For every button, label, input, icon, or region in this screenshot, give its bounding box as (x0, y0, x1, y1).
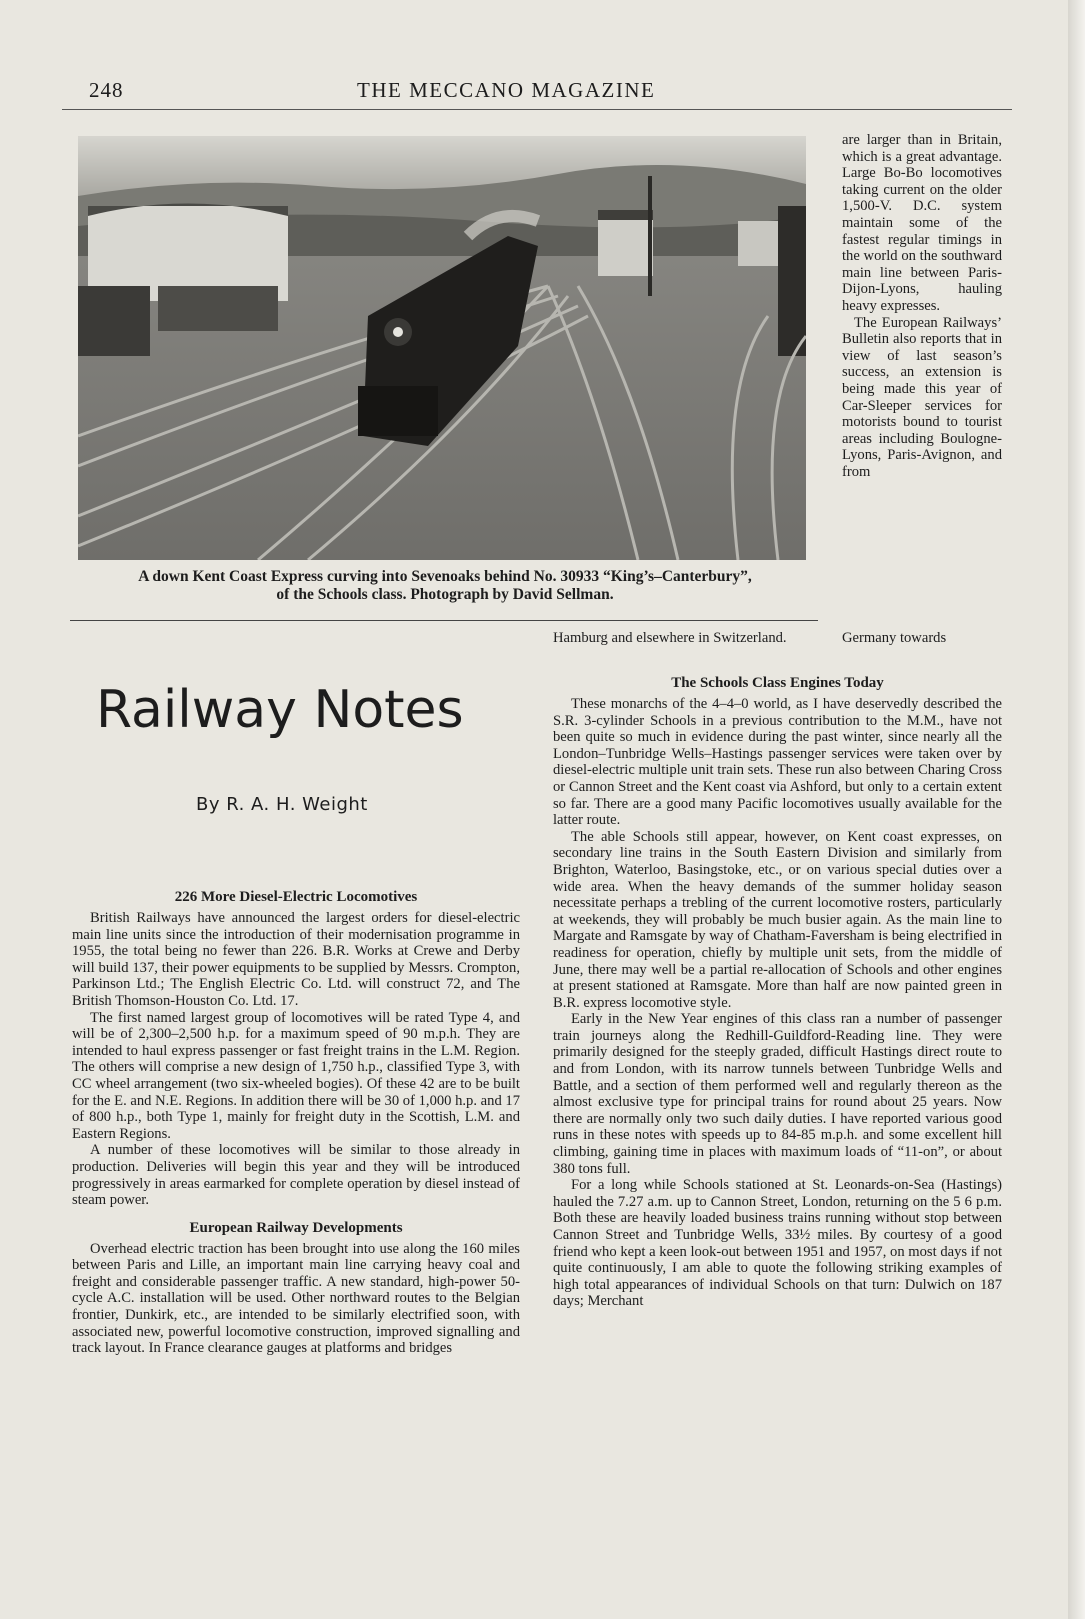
continued-text-column (842, 132, 1002, 480)
continued-text-germany (842, 630, 1002, 647)
left-column (72, 888, 520, 1357)
right-paragraph-1: These monarchs of the 4–4–0 world, as I have deservedly described the S.R. 3-cylinder Schools in a previous contribution to the M.M., have not been quite so much in evidence during the past winter, since nearly all the London–Tunbridge Wells–Hastings passenger services were taken over by diesel-electric multiple unit train sets. These run also between Charing Cross or Cannon Street and the Kent coast via Ashford, but only to a certain extent so far. There are a good many Pacific locomotives usually available for the latter route. (553, 696, 1002, 829)
right-paragraph-3: Early in the New Year engines of this class ran a number of passenger train journeys along the Redhill-Guildford-Reading line. They were primarily designed for the steeply graded, difficult Hastings direct route to and from London, with its narrow tunnels between Tunbridge Wells and Battle, and a section of them performed well and regularly thereon as the almost exclusive type for principal trains for round about 25 years. Now there are normally only two such daily duties. I have reported various good runs in these notes with speeds up to 84-85 m.p.h. and some excellent hill climbing, gaining time in places with maximum loads of “11-on”, or about 380 tons full. (553, 1011, 1002, 1177)
section-heading-diesel: 226 More Diesel-Electric Locomotives (174, 889, 418, 905)
hamburg-paragraph: Hamburg and elsewhere in Switzerland. (553, 630, 787, 646)
railway-photo (78, 136, 806, 560)
continued-text-hamburg (553, 630, 818, 647)
right-paragraph-4: For a long while Schools stationed at St. Leonards-on-Sea (Hastings) hauled the 7.27 a.m. up to Cannon Street, London, returning on the 5 6 p.m. Both these are heavily loaded business trains running without stop between Cannon Street and Tunbridge Wells, 33½ miles. By courtesy of a good friend who kept a keen look-out between 1951 and 1957, on most days if not quite continuously, I am able to quote the following striking examples of high total appearances of individual Schools on that turn: Dulwich on 187 days; Merchant (553, 1177, 1002, 1310)
caption-divider (70, 620, 818, 621)
article-title: Railway Notes (96, 680, 464, 740)
photo-caption (70, 568, 820, 604)
article-byline: By R. A. H. Weight (196, 794, 368, 815)
caption-line-2: of the Schools class. Photograph by David Sellman. (276, 586, 614, 603)
left-paragraph-2: The first named largest group of locomotives will be rated Type 4, and will be of 2,300–2,500 h.p. for a maximum speed of 90 m.p.h. They are intended to haul express passenger or fast freight trains in the L.M. Region. The others will comprise a new design of 1,750 h.p., classified Type 3, with CC wheel arrangement (two six-wheeled bogies). Of these 42 are to be built for the E. and N.E. Regions. In addition there will be 30 of 1,000 h.p. and 17 of 800 h.p., both Type 1, mainly for freight duty in the Scottish, L.M. and Eastern Regions. (72, 1009, 520, 1142)
page-edge (1068, 0, 1085, 1619)
section-heading-european: European Railway Developments (189, 1219, 403, 1236)
left-paragraph-1: British Railways have announced the largest orders for diesel-electric main line units since the introduction of their modernisation programme in 1955, the total being no fewer than 226. B.R. Works at Crewe and Derby will build 137, their power equipments to be supplied by Messrs. Crompton, Parkinson Ltd.; The English Electric Co. Ltd. will construct 72, and The British Thomson-Houston Co. Ltd. 17. (72, 910, 520, 1009)
page-header (62, 74, 1012, 110)
page-number: 248 (89, 78, 124, 102)
narrow-paragraph-1: are larger than in Britain, which is a great advantage. Large Bo-Bo locomotives taking current on the older 1,500-V. D.C. system maintain some of the fastest regular timings in the world on the southward main line between Paris-Dijon-Lyons, hauling heavy expresses. (842, 132, 1002, 314)
narrow-paragraph-2: The European Railways’ Bulletin also reports that in view of last season’s success, an extension is being made this year of Car-Sleeper services for motorists bound to tourist areas including Boulogne-Lyons, Paris-Avignon, and from (842, 314, 1002, 480)
magazine-title: THE MECCANO MAGAZINE (357, 78, 656, 102)
left-paragraph-4: Overhead electric traction has been brought into use along the 160 miles between Paris and Lille, an important main line carrying heavy coal and freight and considerable passenger traffic. A new standard, high-power 50-cycle A.C. installation will be used. Other northward routes to the Belgian frontier, Dunkirk, etc., are intended to be similarly electrified soon, with associated new, powerful locomotive construction, improved signalling and track layout. In France clearance gauges at platforms and bridges (72, 1240, 520, 1357)
caption-line-1: A down Kent Coast Express curving into Sevenoaks behind No. 30933 “King’s–Canterbury”, (138, 568, 752, 585)
germany-paragraph: Germany towards (842, 630, 947, 646)
right-paragraph-2: The able Schools still appear, however, on Kent coast expresses, on secondary line trains in the South Eastern Division and similarly from Brighton, Waterloo, Basingstoke, etc., or on various special duties over a wide area. When the heavy demands of the summer holiday season necessitate perhaps a trebling of the current locomotive rosters, particularly at weekends, they will probably be much busier again. As the main line to Margate and Ramsgate by way of Chatham-Faversham is being electrified in readiness for operation, chiefly by multiple unit sets, from the middle of June, there may well be a partial re-allocation of Schools and other engines at present stationed at Ramsgate. More than half are now painted green in B.R. express locomotive style. (553, 828, 1002, 1011)
left-paragraph-3: A number of these locomotives will be similar to those already in production. Deliveries will begin this year and they will be introduced progressively in areas earmarked for complete operation by diesel instead of steam power. (72, 1142, 520, 1209)
right-column (553, 674, 1002, 1310)
section-heading-schools: The Schools Class Engines Today (671, 675, 884, 691)
